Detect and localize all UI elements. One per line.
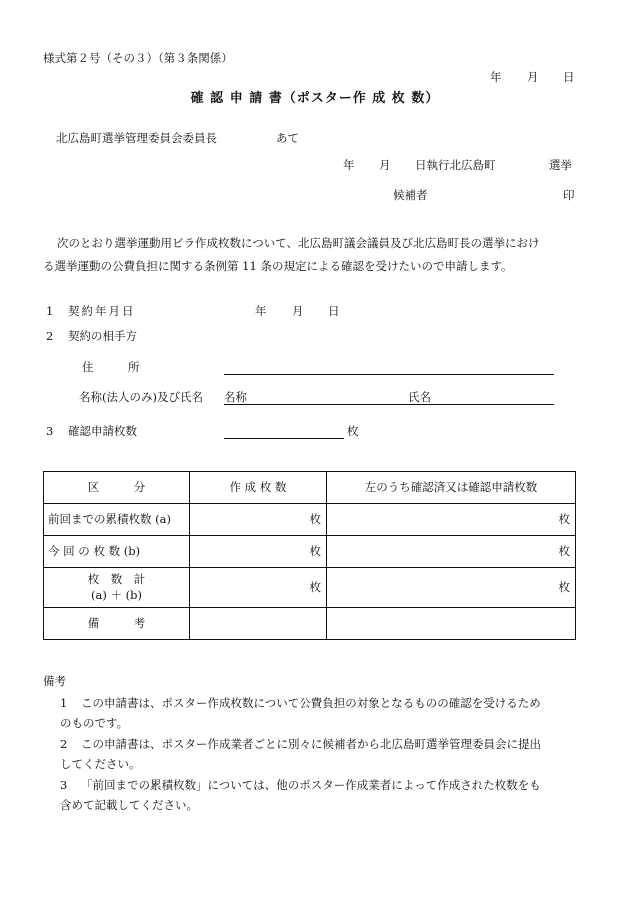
date-day-label: 日 bbox=[563, 70, 575, 84]
item-1-number: 1 bbox=[46, 304, 54, 318]
header-created-count: 作 成 枚 数 bbox=[190, 472, 327, 504]
election-type-label: 選挙 bbox=[549, 158, 572, 172]
name-field-label: 名称 bbox=[224, 390, 247, 404]
election-held-label: 日執行北広島町 bbox=[415, 158, 496, 172]
unit-cell: 枚 bbox=[327, 536, 576, 568]
unit-cell: 枚 bbox=[190, 568, 327, 608]
date-month-label: 月 bbox=[527, 70, 539, 84]
item-3-label: 確認申請枚数 bbox=[68, 424, 137, 438]
form-number: 様式第２号（その３）（第３条関係） bbox=[43, 51, 233, 65]
election-year-label: 年 bbox=[343, 158, 355, 172]
note-1-number: 1 bbox=[60, 696, 68, 710]
date-year-label: 年 bbox=[490, 70, 502, 84]
table-row bbox=[44, 568, 576, 608]
table-row bbox=[44, 536, 576, 568]
unit-cell: 枚 bbox=[327, 504, 576, 536]
name-label: 名称(法人のみ)及び氏名 bbox=[79, 390, 203, 404]
body-line-2: る選挙運動の公費負担に関する条例第 11 条の規定による確認を受けたいので申請します。 bbox=[43, 259, 513, 273]
note-2-line-1: この申請書は、ポスター作成業者ごとに別々に候補者から北広島町選挙管理委員会に提出 bbox=[81, 737, 541, 751]
unit-cell: 枚 bbox=[190, 504, 327, 536]
unit-cell: 枚 bbox=[190, 536, 327, 568]
note-1-line-2: のものです。 bbox=[60, 716, 129, 730]
table-header-row bbox=[44, 472, 576, 504]
remarks-heading: 備考 bbox=[43, 674, 66, 688]
count-line bbox=[224, 438, 344, 439]
note-2-number: 2 bbox=[60, 737, 68, 751]
item-2-label: 契約の相手方 bbox=[68, 329, 137, 343]
row-label: 前回までの累積枚数 (a) bbox=[44, 504, 190, 536]
row-label-line-1: 枚 数 計 bbox=[87, 571, 146, 586]
note-3-line-2: 含めて記載してください。 bbox=[60, 798, 198, 812]
note-2-line-2: してください。 bbox=[60, 757, 141, 771]
seal-mark: 印 bbox=[563, 188, 575, 202]
count-table bbox=[43, 471, 576, 640]
address-line bbox=[224, 374, 554, 375]
name-line bbox=[224, 404, 554, 405]
note-1-line-1: この申請書は、ポスター作成枚数について公費負担の対象となるものの確認を受けるため bbox=[81, 696, 541, 710]
remarks-cell bbox=[190, 608, 327, 640]
row-label: 今 回 の 枚 数 (b) bbox=[44, 536, 190, 568]
note-3-number: 3 bbox=[60, 778, 68, 792]
contract-year-label: 年 bbox=[255, 304, 267, 318]
item-1-label: 契約年月日 bbox=[68, 304, 136, 318]
header-category: 区 分 bbox=[44, 472, 190, 504]
item-2-number: 2 bbox=[46, 329, 54, 343]
item-3-number: 3 bbox=[46, 424, 54, 438]
body-line-1: 次のとおり選挙運動用ビラ作成枚数について、北広島町議会議員及び北広島町長の選挙におけ bbox=[57, 236, 540, 250]
person-field-label: 氏名 bbox=[408, 390, 431, 404]
unit-cell: 枚 bbox=[327, 568, 576, 608]
table-row bbox=[44, 504, 576, 536]
row-label bbox=[44, 568, 190, 608]
table-row bbox=[44, 608, 576, 640]
contract-day-label: 日 bbox=[328, 304, 340, 318]
addressee-name: 北広島町選挙管理委員会委員長 bbox=[56, 131, 217, 145]
candidate-label: 候補者 bbox=[393, 188, 428, 202]
addressee-suffix: あて bbox=[276, 131, 299, 145]
row-label-line-2: (a) ＋ (b) bbox=[91, 587, 142, 602]
contract-month-label: 月 bbox=[292, 304, 304, 318]
row-label: 備 考 bbox=[44, 608, 190, 640]
document-title: 確 認 申 請 書（ポスター作 成 枚 数） bbox=[190, 91, 440, 106]
header-confirmed-count: 左のうち確認済又は確認申請枚数 bbox=[327, 472, 576, 504]
remarks-cell bbox=[327, 608, 576, 640]
count-unit: 枚 bbox=[347, 424, 359, 438]
note-3-line-1: 「前回までの累積枚数」については、他のポスター作成業者によって作成された枚数をも bbox=[81, 778, 541, 792]
election-month-label: 月 bbox=[379, 158, 391, 172]
address-label: 住 所 bbox=[82, 360, 140, 374]
